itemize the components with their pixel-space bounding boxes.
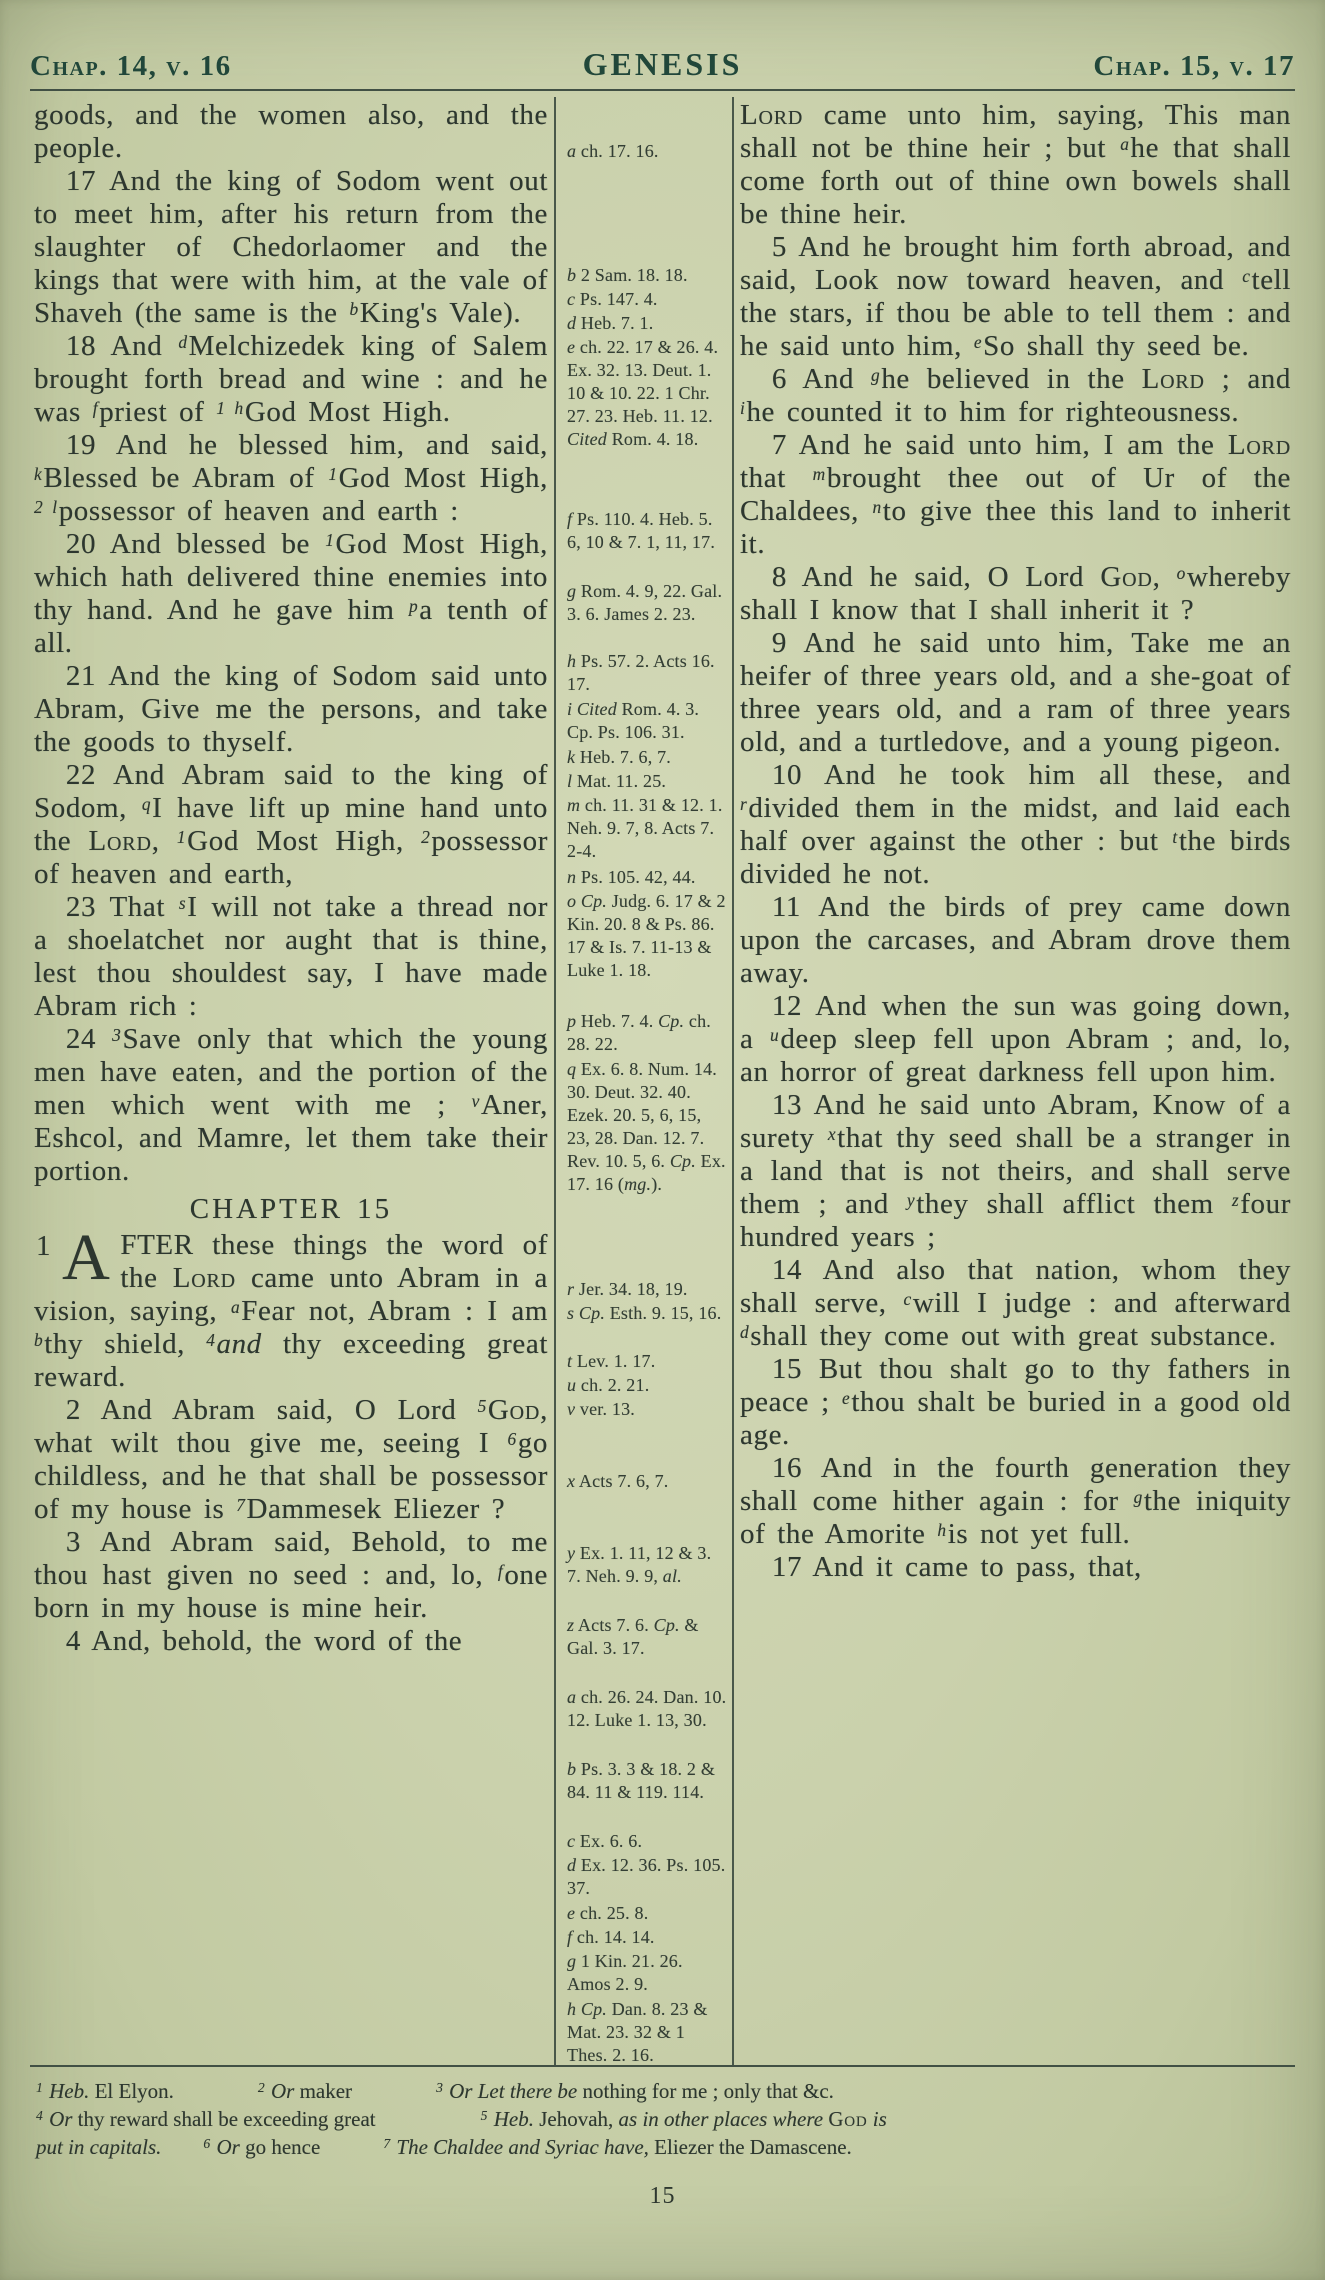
margin-reference: n Ps. 105. 42, 44.	[567, 867, 696, 887]
margin-reference: a ch. 17. 16.	[567, 141, 659, 161]
margin-reference: r Jer. 34. 18, 19.	[567, 1279, 688, 1299]
verse-paragraph: 13 And he said unto Abram, Know of a surety $^x$that thy seed shall be a stranger in a land that is not theirs, and shall serve them ; and $^y$they shall afflict them $^z$four hundred years ;	[740, 1089, 1292, 1253]
margin-reference: l Mat. 11. 25.	[567, 771, 667, 791]
margin-reference: m ch. 11. 31 & 12. 1. Neh. 9. 7, 8. Acts 7. 2-4.	[567, 795, 723, 861]
margin-reference: z Acts 7. 6. Cp. & Gal. 3. 17.	[567, 1615, 699, 1658]
verse-number: 1	[36, 1230, 52, 1262]
verse-paragraph: 9 And he said unto him, Take me an heifer of three years old, and a she-goat of three years old, and a ram of three years old, and a turtledove, and a young pigeon.	[740, 627, 1291, 758]
verse-paragraph: 18 And $^d$Melchizedek king of Salem brought forth bread and wine : and he was $^f$priest of $^{1 h}$God Most High.	[34, 330, 548, 428]
verse-paragraph: 7 And he said unto him, I am the Lord that $^m$brought thee out of Ur of the Chaldees, $^n$to give thee this land to inherit it.	[740, 429, 1291, 560]
column-rule-left	[554, 97, 556, 2065]
running-head-left: Chap. 14, v. 16	[30, 50, 232, 82]
margin-reference: h Cp. Dan. 8. 23 & Mat. 23. 32 & 1 Thes. 2. 16.	[567, 1999, 708, 2065]
verse-paragraph: 19 And he blessed him, and said, $^k$Blessed be Abram of $^1$God Most High, $^{2 l}$possessor of heaven and earth :	[34, 429, 548, 527]
margin-reference: s Cp. Esth. 9. 15, 16.	[567, 1303, 722, 1323]
verse-paragraph: 2 And Abram said, O Lord $^5$God, what wilt thou give me, seeing I $^6$go childless, and he that shall be possessor of my house is $^7$Dammesek Eliezer ?	[34, 1394, 548, 1525]
margin-reference: b Ps. 3. 3 & 18. 2 & 84. 11 & 119. 114.	[567, 1759, 716, 1802]
margin-reference: t Lev. 1. 17.	[567, 1351, 656, 1371]
verse-paragraph: 17 And it came to pass, that,	[771, 1551, 1142, 1583]
running-head-right: Chap. 15, v. 17	[1093, 50, 1295, 82]
margin-reference: h Ps. 57. 2. Acts 16. 17.	[567, 651, 715, 694]
verse-paragraph: 6 And $^g$he believed in the Lord ; and $^i$he counted it to him for righteousness.	[740, 363, 1291, 428]
margin-reference: e ch. 25. 8.	[567, 1903, 649, 1923]
verse-paragraph: 3 And Abram said, Behold, to me thou hast given no seed : and, lo, $^f$one born in my house is mine heir.	[34, 1526, 548, 1624]
margin-reference: v ver. 13.	[567, 1399, 635, 1419]
footnotes	[30, 2067, 1295, 2161]
verse-paragraph: 10 And he took him all these, and $^r$divided them in the midst, and laid each half over against the other : but $^t$the birds divided he not.	[740, 759, 1291, 890]
margin-reference: f Ps. 110. 4. Heb. 5. 6, 10 & 7. 1, 11, 17.	[567, 509, 716, 552]
right-text-column	[736, 97, 1295, 2065]
margin-reference: e ch. 22. 17 & 26. 4. Ex. 32. 13. Deut. 1. 10 & 10. 22. 1 Chr. 27. 23. Heb. 11. 12. Cited Rom. 4. 18.	[567, 337, 719, 449]
verse-paragraph: 4 And, behold, the word of the	[65, 1625, 463, 1657]
margin-reference: b 2 Sam. 18. 18.	[567, 265, 688, 285]
drop-cap-letter: A	[62, 1221, 111, 1294]
verse-paragraph: 22 And Abram said to the king of Sodom, $^q$I have lift up mine hand unto the Lord, $^1$God Most High, $^2$possessor of heaven and earth,	[34, 759, 548, 890]
verse-paragraph: 15 But thou shalt go to thy fathers in peace ; $^e$thou shalt be buried in a good old age.	[740, 1353, 1292, 1451]
margin-reference: u ch. 2. 21.	[567, 1375, 650, 1395]
footnote-line: $^1$ Heb. El Elyon. $^2$ Or maker $^3$ Or Let there be nothing for me ; only that &c.	[36, 2079, 834, 2103]
margin-reference: p Heb. 7. 4. Cp. ch. 28. 22.	[567, 1011, 711, 1054]
margin-reference: g Rom. 4. 9, 22. Gal. 3. 6. James 2. 23.	[567, 581, 723, 624]
margin-reference: q Ex. 6. 8. Num. 14. 30. Deut. 32. 40. Ezek. 20. 5, 6, 15, 23, 28. Dan. 12. 7. Rev. 10. 5, 6. Cp. Ex. 17. 16 (mg.).	[567, 1059, 726, 1194]
footnote-line: $^4$ Or thy reward shall be exceeding great $^5$ Heb. Jehovah, as in other places where God is	[36, 2107, 887, 2131]
verse-paragraph: 23 That $^s$I will not take a thread nor a shoelatchet nor aught that is thine, lest thou shouldest say, I have made Abram rich :	[34, 891, 549, 1022]
margin-reference: d Heb. 7. 1.	[567, 313, 654, 333]
margin-reference: i Cited Rom. 4. 3. Cp. Ps. 106. 31.	[567, 699, 700, 742]
chapter-heading: CHAPTER 15	[189, 1193, 393, 1225]
verse-paragraph: 16 And in the fourth generation they shall come hither again : for $^g$the iniquity of the Amorite $^h$is not yet full.	[740, 1452, 1291, 1550]
margin-reference: c Ex. 6. 6.	[567, 1831, 643, 1851]
margin-reference: y Ex. 1. 11, 12 & 3. 7. Neh. 9. 9, al.	[567, 1543, 712, 1586]
verse-paragraph-dropcap: 1 A FTER these things the word of the Lord came unto Abram in a vision, saying, $^a$Fear not, Abram : I am $^b$thy shield, $^4$and thy exceeding great reward.	[34, 1221, 549, 1393]
header-rule	[30, 89, 1295, 91]
footnote-line: put in capitals. $^6$ Or go hence $^7$ The Chaldee and Syriac have, Eliezer the Damascene.	[36, 2135, 852, 2159]
page-body	[30, 97, 1295, 2065]
running-head	[30, 46, 1295, 83]
margin-reference: k Heb. 7. 6, 7.	[567, 747, 671, 767]
verse-paragraph: 11 And the birds of prey came down upon the carcases, and Abram drove them away.	[740, 891, 1291, 989]
column-rule-right	[732, 97, 734, 2065]
book-title: GENESIS	[582, 46, 743, 82]
margin-reference: f ch. 14. 14.	[567, 1927, 655, 1947]
margin-reference: g 1 Kin. 21. 26. Amos 2. 9.	[567, 1951, 683, 1994]
verse-paragraph: 21 And the king of Sodom said unto Abram, Give me the persons, and take the goods to thyself.	[34, 660, 548, 758]
verse-paragraph: 20 And blessed be $^1$God Most High, which hath delivered thine enemies into thy hand. And he gave him $^p$a tenth of all.	[34, 528, 549, 659]
margin-reference: a ch. 26. 24. Dan. 10. 12. Luke 1. 13, 30.	[567, 1687, 727, 1730]
margin-reference: d Ex. 12. 36. Ps. 105. 37.	[567, 1855, 726, 1898]
left-text-column	[30, 97, 552, 2065]
verse-paragraph: 24 $^3$Save only that which the young men have eaten, and the portion of the men which went with me ; $^v$Aner, Eshcol, and Mamre, let them take their portion.	[34, 1023, 548, 1187]
continuation-paragraph: goods, and the women also, and the people.	[34, 99, 548, 164]
verse-paragraph: 8 And he said, O Lord God, $^o$whereby shall I know that I shall inherit it ?	[740, 561, 1291, 626]
margin-reference: o Cp. Judg. 6. 17 & 2 Kin. 20. 8 & Ps. 86. 17 & Is. 7. 11-13 & Luke 1. 18.	[567, 891, 726, 980]
continuation-paragraph: Lord came unto him, saying, This man shall not be thine heir ; but $^a$he that shall come forth out of thine own bowels shall be thine heir.	[740, 99, 1291, 230]
margin-reference: x Acts 7. 6, 7.	[567, 1471, 669, 1491]
verse-paragraph: 17 And the king of Sodom went out to meet him, after his return from the slaughter of Chedorlaomer and the kings that were with him, at the vale of Shaveh (the same is the $^b$King's Vale).	[34, 165, 548, 329]
page-number: 15	[649, 2183, 676, 2209]
verse-paragraph: 14 And also that nation, whom they shall serve, $^c$will I judge : and afterward $^d$shall they come out with great substance.	[740, 1254, 1291, 1352]
drop-cap	[36, 1221, 111, 1294]
margin-references-column	[558, 97, 730, 2065]
verse-paragraph: 5 And he brought him forth abroad, and said, Look now toward heaven, and $^c$tell the stars, if thou be able to tell them : and he said unto him, $^e$So shall thy seed be.	[740, 231, 1291, 362]
margin-reference: c Ps. 147. 4.	[567, 289, 658, 309]
verse-paragraph: 12 And when the sun was going down, a $^u$deep sleep fell upon Abram ; and, lo, an horror of great darkness fell upon him.	[740, 990, 1291, 1088]
